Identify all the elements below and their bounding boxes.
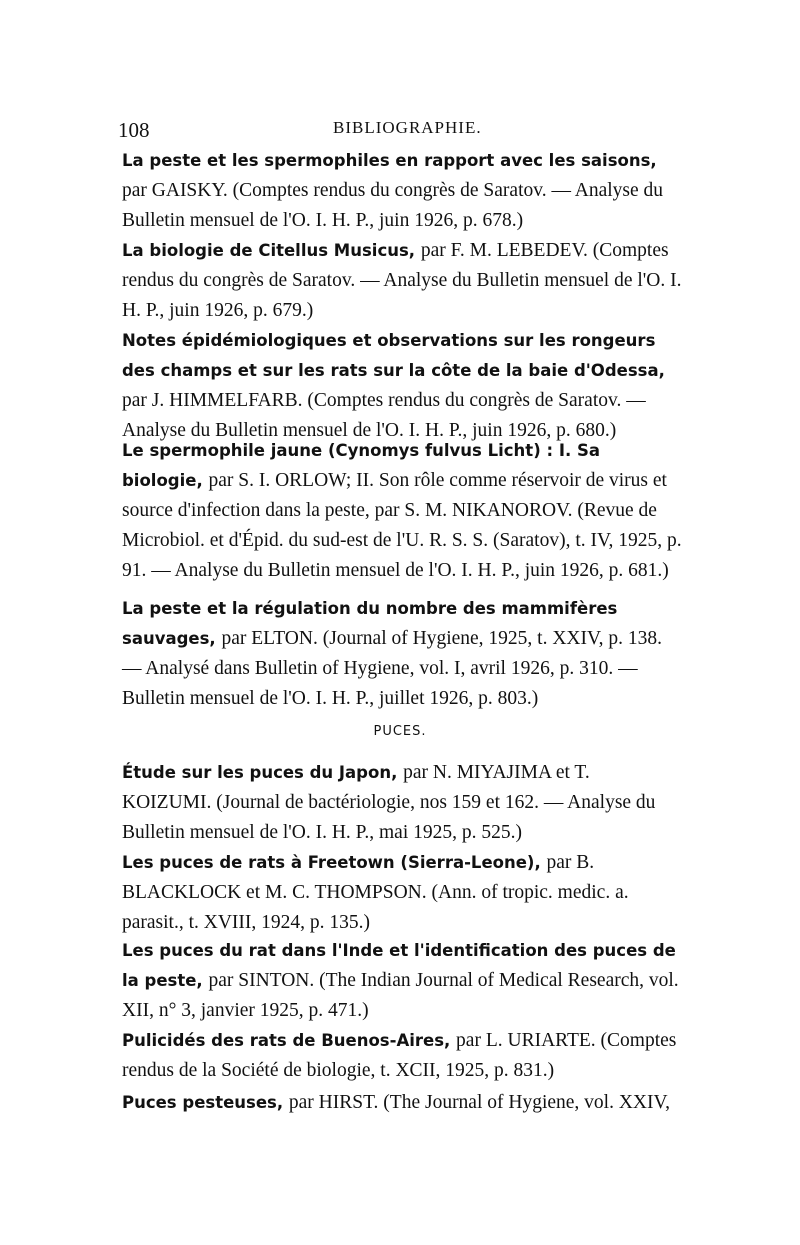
entry-details: par B. BLACKLOCK et M. C. THOMPSON. (Ann. of tropic. medic. a. parasit., t. XVIII, 1924, p. 135.) [122, 852, 629, 933]
entry-title: La biologie de Citellus Musicus, [122, 241, 421, 260]
page-header [118, 118, 678, 142]
entry-title: Les puces du rat dans l'Inde et l'identification des puces de la peste, [122, 941, 676, 990]
bibliography-entry [122, 1026, 682, 1086]
bibliography-entry [122, 436, 682, 586]
bibliography-entry [122, 326, 682, 446]
entry-details: par SINTON. (The Indian Journal of Medical Research, vol. XII, n° 3, janvier 1925, p. 471.) [122, 970, 679, 1021]
entry-title: La peste et la régulation du nombre des mammifères sauvages, [122, 599, 618, 648]
entry-details: par N. MIYAJIMA et T. KOIZUMI. (Journal de bactériologie, nos 159 et 162. — Analyse du Bulletin mensuel de l'O. I. H. P., mai 1925, p. 525.) [122, 762, 656, 843]
entry-title: Le spermophile jaune (Cynomys fulvus Licht) : I. Sa biologie, [122, 441, 600, 490]
entry-details: par F. M. LEBEDEV. (Comptes rendus du congrès de Saratov. — Analyse du Bulletin mensuel de l'O. I. H. P., juin 1926, p. 679.) [122, 240, 682, 321]
entry-title: Les puces de rats à Freetown (Sierra-Leone), [122, 853, 547, 872]
section-heading: PUCES. [373, 724, 427, 739]
bibliography-entry [122, 758, 682, 848]
bibliography-entry [122, 236, 682, 326]
entry-details: par GAISKY. (Comptes rendus du congrès de Saratov. — Analyse du Bulletin mensuel de l'O. I. H. P., juin 1926, p. 678.) [122, 180, 664, 231]
page-number: 108 [118, 118, 150, 142]
entry-details: par HIRST. (The Journal of Hygiene, vol. XXIV, [288, 1092, 670, 1113]
bibliography-entry [122, 1088, 682, 1118]
entry-details: par ELTON. (Journal of Hygiene, 1925, t. XXIV, p. 138. — Analysé dans Bulletin of Hygiene, vol. I, avril 1926, p. 310. — Bulletin mensuel de l'O. I. H. P., juillet 1926, p. 803.) [122, 628, 662, 709]
entry-title: Puces pesteuses, [122, 1093, 289, 1112]
entry-title: La peste et les spermophiles en rapport avec les saisons, [122, 151, 657, 170]
entry-details: par J. HIMMELFARB. (Comptes rendus du congrès de Saratov. — Analyse du Bulletin mensuel de l'O. I. H. P., juin 1926, p. 680.) [122, 390, 646, 441]
entry-title: Étude sur les puces du Japon, [122, 763, 404, 782]
entry-title: Pulicidés des rats de Buenos-Aires, [122, 1031, 457, 1050]
bibliography-entry [122, 594, 682, 714]
running-title: BIBLIOGRAPHIE. [333, 118, 482, 137]
entry-title: Notes épidémiologiques et observations sur les rongeurs des champs et sur les rats sur la côte de la baie d'Odessa, [122, 331, 665, 380]
bibliography-entry [122, 848, 682, 938]
bibliography-entry [122, 146, 682, 236]
entry-details: par L. URIARTE. (Comptes rendus de la Société de biologie, t. XCII, 1925, p. 831.) [122, 1030, 677, 1081]
entry-details: par S. I. ORLOW; II. Son rôle comme réservoir de virus et source d'infection dans la peste, par S. M. NIKANOROV. (Revue de Microbiol. et d'Épid. du sud-est de l'U. R. S. S. (Saratov), t. IV, 1925, p. 91. — Analyse du Bulletin mensuel de l'O. I. H. P., juin 1926, p. 681.) [122, 470, 682, 581]
bibliography-entry [122, 936, 682, 1026]
